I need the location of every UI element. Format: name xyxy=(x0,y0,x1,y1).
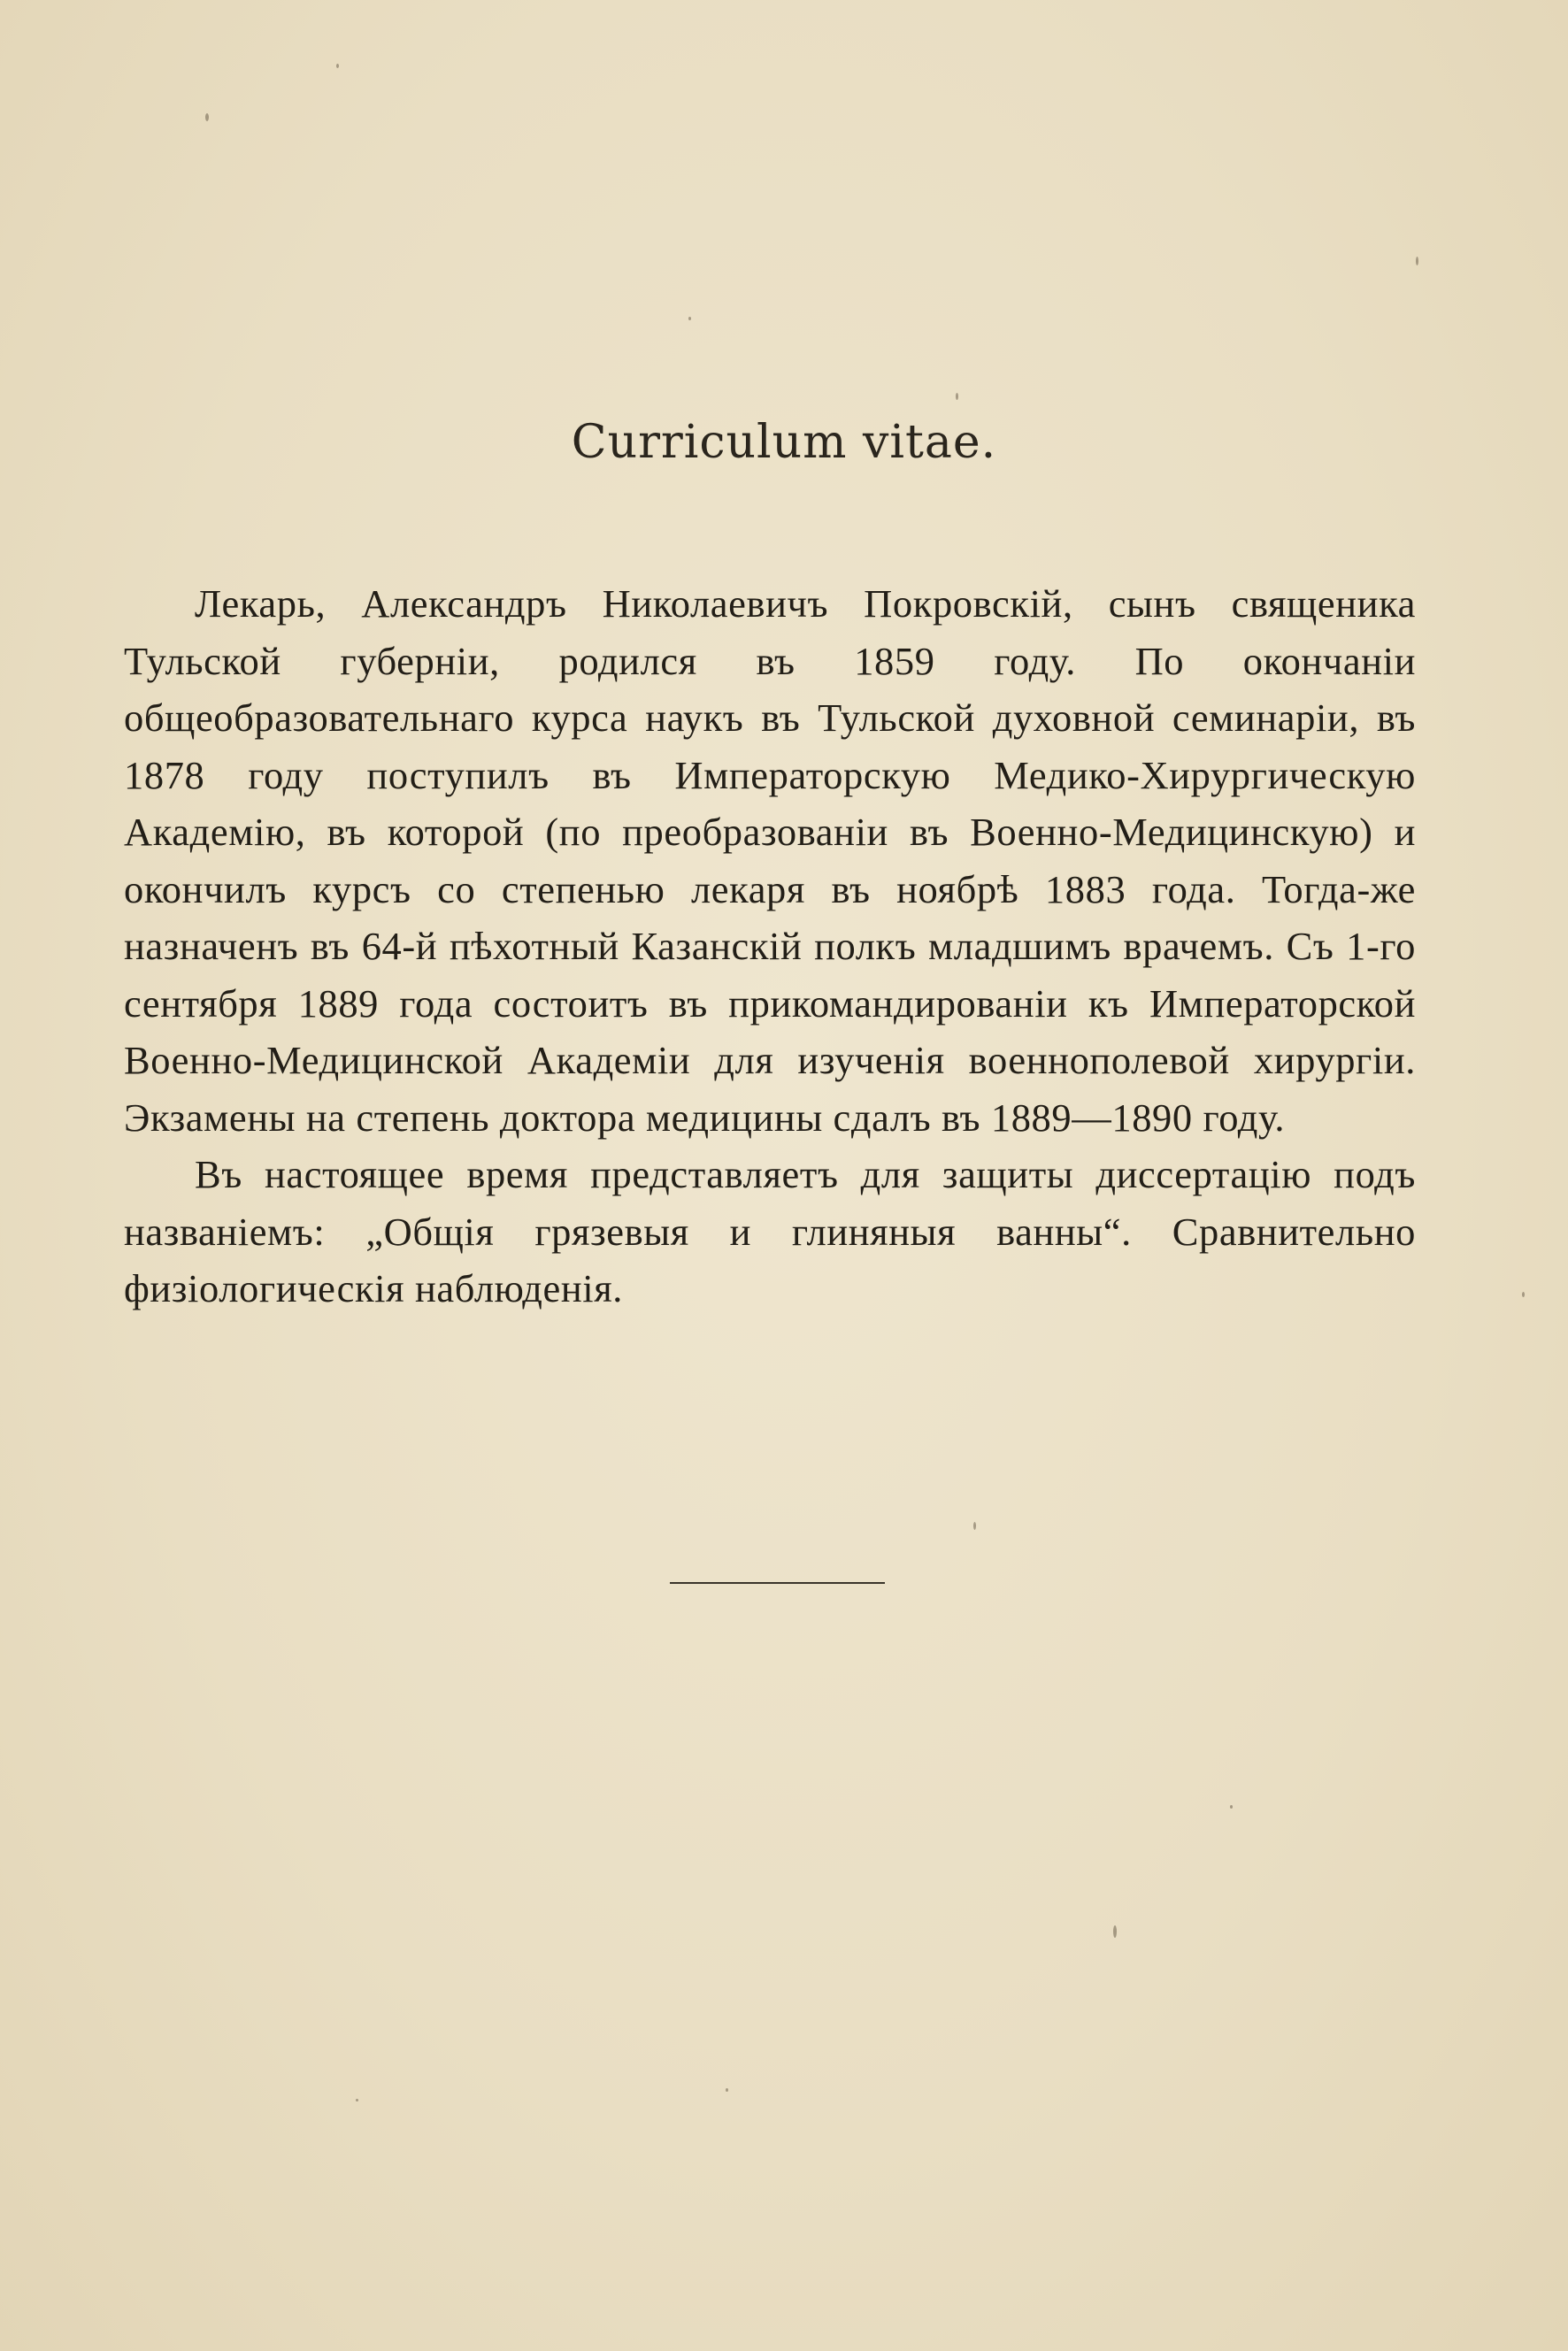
paper-speck xyxy=(726,2088,728,2092)
paper-speck xyxy=(1416,257,1418,265)
body-text xyxy=(124,575,1416,1318)
paragraph-dissertation: Въ настоящее время представляетъ для защиты диссертацію подъ названіемъ: „Общія грязевыя и глиняныя ванны“. Сравнительно физіологическія наблюденія. xyxy=(124,1152,1416,1310)
paper-speck xyxy=(1522,1292,1525,1297)
section-divider xyxy=(670,1582,885,1584)
paragraph-biography: Лекарь, Александръ Николаевичъ Покровскій, сынъ священика Тульской губерніи, родился въ 1859 году. По окончаніи общеобразовательнаго курса наукъ въ Тульской духовной семинаріи, въ 1878 году поступилъ въ Императорскую Медико-Хирургическую Академію, въ которой (по преобразованіи въ Военно-Медицинскую) и окончилъ курсъ со степенью лекаря въ ноябрѣ 1883 года. Тогда-же назначенъ въ 64-й пѣхотный Казанскій полкъ младшимъ врачемъ. Съ 1-го сентября 1889 года состоитъ въ прикомандированіи къ Императорской Военно-Медицинской Академіи для изученія военнополевой хирургіи. Экзамены на степень доктора медицины сдалъ въ 1889—1890 году. xyxy=(124,581,1416,1140)
paper-speck xyxy=(956,393,958,400)
paper-speck xyxy=(336,64,339,68)
paper-speck xyxy=(205,113,209,121)
paper-speck xyxy=(1113,1925,1117,1938)
paper-speck xyxy=(1230,1805,1233,1809)
paper-speck xyxy=(973,1522,976,1530)
paper-speck xyxy=(688,317,691,320)
paper-speck xyxy=(356,2099,358,2101)
page-title: Curriculum vitae. xyxy=(571,416,997,469)
